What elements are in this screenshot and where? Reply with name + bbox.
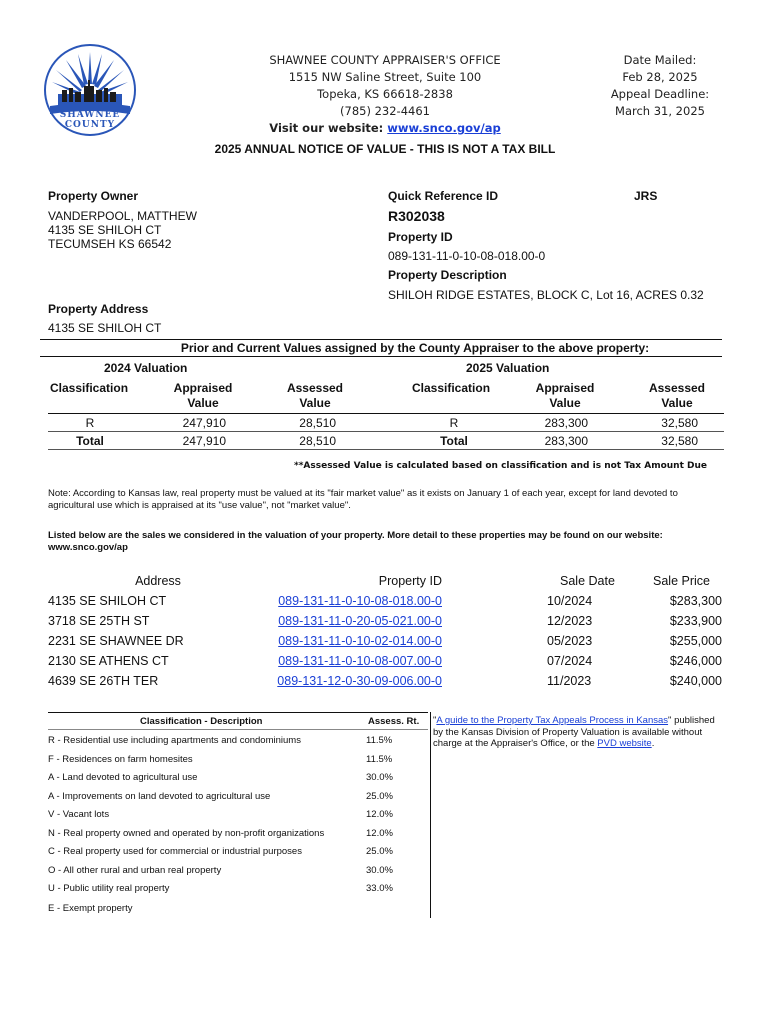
office-name: SHAWNEE COUNTY APPRAISER'S OFFICE [269, 53, 501, 67]
row-class-2024: R [85, 416, 95, 430]
sale-date: 10/2024 [547, 594, 593, 608]
kansas-law-note: Note: According to Kansas law, real property must be valued at its "fair market value" as it exists on January 1 of each year, except for land devoted to agricultural use which is appraised at its "use value", not "market value". [48, 488, 678, 511]
row-appr-2024: 247,910 [182, 416, 226, 430]
col-assessed-2024: Assessed Value [286, 381, 344, 410]
class-desc: R - Residential use including apartments and condominiums [48, 735, 301, 746]
class-rate: 33.0% [366, 883, 393, 894]
appeals-guide-link[interactable]: A guide to the Property Tax Appeals Process in Kansas [436, 715, 669, 726]
dates-block [600, 52, 720, 120]
ref-id: R302038 [388, 208, 445, 224]
sale-price: $246,000 [669, 654, 722, 668]
class-desc: E - Exempt property [48, 903, 133, 914]
class-desc: U - Public utility real property [48, 883, 170, 894]
col-class-2025: Classification [412, 381, 491, 395]
values-heading-rule [40, 356, 722, 357]
pid-value: 089-131-11-0-10-08-018.00-0 [388, 249, 546, 263]
col-appraised-2024: Appraised Value [173, 381, 233, 410]
notice-title: 2025 ANNUAL NOTICE OF VALUE - THIS IS NOT A TAX BILL [214, 142, 556, 156]
sale-date: 05/2023 [547, 634, 593, 648]
pvd-website-link[interactable]: PVD website [597, 738, 652, 749]
class-top-rule [48, 712, 428, 713]
sales-table [48, 574, 728, 694]
sale-pid-link[interactable]: 089-131-12-0-30-09-006.00-0 [277, 674, 442, 688]
class-desc: V - Vacant lots [48, 809, 110, 820]
class-rate: 25.0% [366, 791, 393, 802]
desc-label: Property Description [388, 268, 507, 282]
prior-year-label: 2024 Valuation [104, 361, 188, 375]
county-logo [44, 44, 136, 136]
values-row-rule [48, 431, 724, 432]
values-total-rule [48, 449, 724, 450]
sale-price: $255,000 [669, 634, 722, 648]
class-rate: 11.5% [366, 754, 393, 765]
guide-end: . [651, 738, 655, 749]
class-rate: 30.0% [366, 865, 393, 876]
total-appr-2024: 247,910 [182, 434, 226, 448]
pid-label: Property ID [388, 230, 453, 244]
sale-date: 12/2023 [547, 614, 593, 628]
ref-label: Quick Reference ID [388, 189, 499, 203]
total-assd-2025: 32,580 [661, 434, 698, 448]
class-desc: N - Real property owned and operated by non-profit organizations [48, 828, 325, 839]
col-class-2024: Classification [50, 381, 129, 395]
row-class-2025: R [449, 416, 459, 430]
sale-address: 2231 SE SHAWNEE DR [48, 634, 184, 648]
row-appr-2025: 283,300 [544, 416, 588, 430]
sale-pid-link[interactable]: 089-131-11-0-10-08-018.00-0 [278, 594, 442, 608]
class-desc: A - Land devoted to agricultural use [48, 772, 198, 783]
assessed-footnote: **Assessed Value is calculated based on classification and is not Tax Amount Due [294, 461, 707, 471]
office-phone: (785) 232-4461 [340, 104, 430, 118]
sales-col-date: Sale Date [560, 574, 615, 588]
appeal-label: Appeal Deadline: [610, 87, 710, 101]
class-desc: O - All other rural and urban real property [48, 865, 222, 876]
owner-addr1: 4135 SE SHILOH CT [48, 223, 162, 237]
address-label: Property Address [48, 302, 149, 316]
mailed-date: Feb 28, 2025 [622, 70, 698, 84]
col-assessed-2025: Assessed Value [648, 381, 706, 410]
ref-code: JRS [634, 189, 658, 203]
quote-close: " [668, 715, 672, 726]
sale-date: 11/2023 [547, 674, 592, 688]
sale-price: $283,300 [669, 594, 722, 608]
quote-open: " [433, 715, 437, 726]
appeal-date: March 31, 2025 [615, 104, 705, 118]
sales-col-pid: Property ID [378, 574, 442, 588]
sale-price: $233,900 [669, 614, 722, 628]
col-appraised-2025: Appraised Value [535, 381, 595, 410]
class-rate: 12.0% [366, 809, 393, 820]
sale-address: 2130 SE ATHENS CT [48, 654, 169, 668]
class-rate: 12.0% [366, 828, 393, 839]
row-assd-2024: 28,510 [299, 416, 336, 430]
office-city: Topeka, KS 66618-2838 [317, 87, 453, 101]
class-desc: A - Improvements on land devoted to agricultural use [48, 791, 271, 802]
class-desc: F - Residences on farm homesites [48, 754, 193, 765]
total-label-2025: Total [440, 434, 468, 448]
sales-col-address: Address [135, 574, 181, 588]
guide-text: published by the Kansas Division of Property Valuation is available without charge at the Appraiser's Office, or the [433, 715, 715, 749]
total-assd-2024: 28,510 [299, 434, 336, 448]
class-desc: C - Real property used for commercial or industrial purposes [48, 846, 302, 857]
class-rate: 25.0% [366, 846, 393, 857]
owner-addr2: TECUMSEH KS 66542 [48, 237, 172, 251]
logo-text-top: SHAWNEE [59, 110, 121, 120]
sale-address: 3718 SE 25TH ST [48, 614, 150, 628]
values-header-rule [48, 413, 724, 414]
office-street: 1515 NW Saline Street, Suite 100 [288, 70, 482, 84]
mailed-label: Date Mailed: [623, 53, 697, 67]
website-link[interactable]: www.snco.gov/ap [387, 121, 501, 135]
address-value: 4135 SE SHILOH CT [48, 321, 162, 335]
desc-value: SHILOH RIDGE ESTATES, BLOCK C, Lot 16, ACRES 0.32 [388, 288, 704, 302]
class-rate: 30.0% [366, 772, 393, 783]
website-line [190, 120, 580, 137]
sale-price: $240,000 [669, 674, 722, 688]
office-header [190, 52, 580, 137]
row-assd-2025: 32,580 [661, 416, 698, 430]
sale-address: 4639 SE 26TH TER [48, 674, 159, 688]
sale-address: 4135 SE SHILOH CT [48, 594, 167, 608]
sales-col-price: Sale Price [653, 574, 710, 588]
values-top-rule [40, 339, 722, 340]
sale-pid-link[interactable]: 089-131-11-0-10-02-014.00-0 [278, 634, 442, 648]
total-appr-2025: 283,300 [544, 434, 588, 448]
class-col-rate: Assess. Rt. [368, 716, 420, 727]
website-label: Visit our website: [269, 121, 384, 135]
class-rate: 11.5% [366, 735, 393, 746]
owner-name: VANDERPOOL, MATTHEW [48, 209, 197, 223]
class-col-desc: Classification - Description [140, 716, 263, 727]
total-label-2024: Total [76, 434, 104, 448]
current-year-label: 2025 Valuation [466, 361, 550, 375]
sale-pid-link[interactable]: 089-131-11-0-20-05-021.00-0 [278, 614, 442, 628]
appeals-guide-note [433, 715, 723, 750]
sale-date: 07/2024 [547, 654, 593, 668]
values-heading: Prior and Current Values assigned by the County Appraiser to the above property: [180, 341, 650, 355]
sales-intro: Listed below are the sales we considered in the valuation of your property. More detail to these properties may be found on our website: www.snco.gov/ap [48, 530, 663, 553]
owner-label: Property Owner [48, 189, 139, 203]
class-divider [430, 712, 431, 918]
sale-pid-link[interactable]: 089-131-11-0-10-08-007.00-0 [278, 654, 442, 668]
logo-text-bottom: COUNTY [64, 120, 116, 130]
class-header-rule [48, 729, 428, 730]
